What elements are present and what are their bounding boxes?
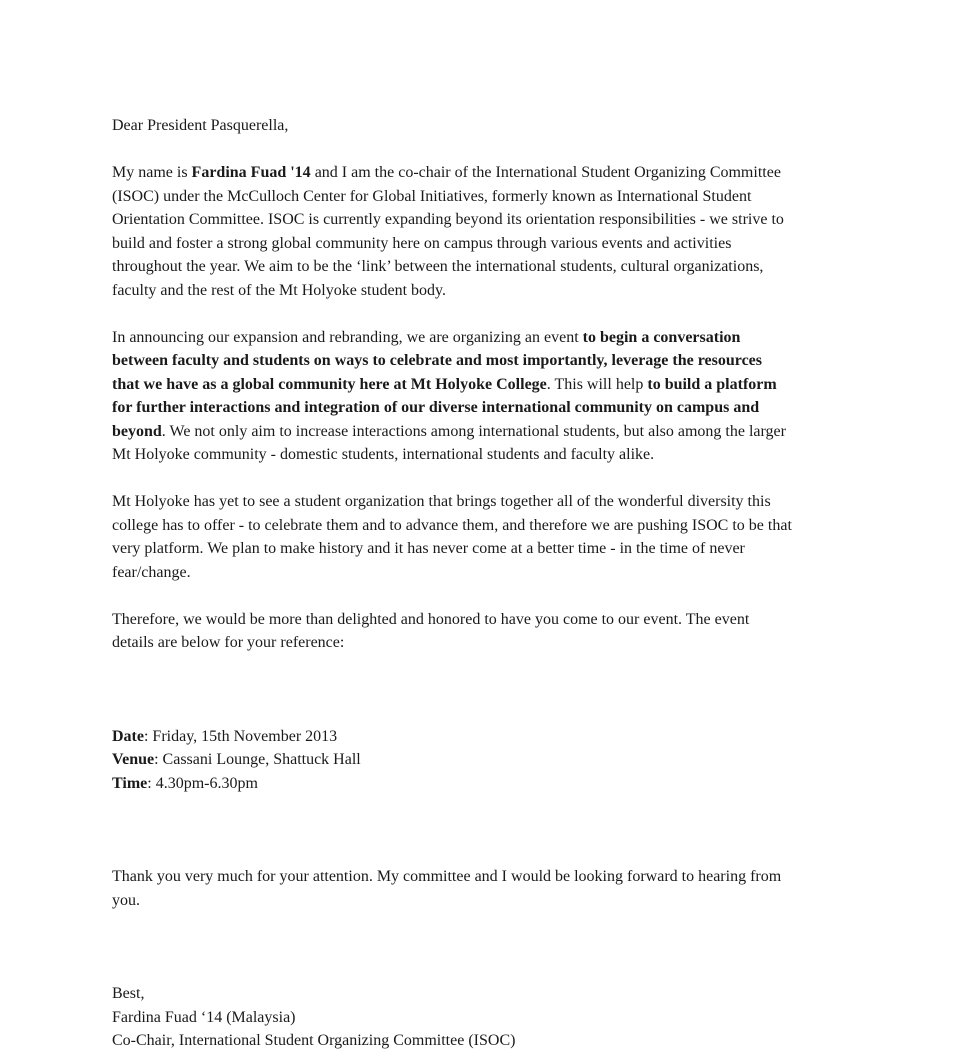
spacer [112, 584, 872, 608]
announcement-bold: to begin a conversation [582, 328, 741, 346]
intro-line-3: Orientation Committee. ISOC is currently expanding beyond its orientation responsibilities - we strive to [112, 211, 784, 228]
spacer [112, 655, 872, 725]
diversity-line-4: fear/change. [112, 563, 191, 581]
event-time-label: Time [112, 774, 148, 792]
diversity-paragraph [112, 490, 872, 584]
intro-line-6: faculty and the rest of the Mt Holyoke student body. [112, 281, 446, 299]
announcement-paragraph [112, 326, 872, 467]
closing-paragraph [112, 865, 872, 912]
intro-line-5: throughout the year. We aim to be the ‘link’ between the international students, cultural organizations, [112, 258, 764, 275]
signature-block [112, 982, 872, 1053]
salutation-text: Dear President Pasquerella, [112, 117, 289, 134]
event-details [112, 725, 872, 796]
intro-text: My name is [112, 164, 192, 181]
intro-line-4: build and foster a strong global community here on campus through various events and activities [112, 234, 732, 252]
announcement-line-2: between faculty and students on ways to celebrate and most importantly, leverage the resources [112, 352, 763, 369]
announcement-line-1 [112, 326, 872, 350]
announcement-text: . We not only aim to increase interactions among international students, but also among the larger [161, 422, 786, 440]
announcement-line-5 [112, 420, 872, 444]
spacer [112, 795, 872, 865]
letter-page [112, 114, 872, 1053]
event-venue [112, 748, 872, 772]
announcement-bold: that we have as a global community here at Mt Holyoke College [112, 375, 547, 393]
announcement-line-3 [112, 373, 872, 397]
spacer [112, 912, 872, 982]
signature-title: Co-Chair, International Student Organizing Committee (ISOC) [112, 1032, 516, 1049]
event-date-value: : Friday, 15th November 2013 [143, 727, 338, 745]
diversity-line-2: college has to offer - to celebrate them and to advance them, and therefore we are pushing ISOC to be that [112, 516, 792, 534]
closing-line-1: Thank you very much for your attention. My committee and I would be looking forward to hearing from [112, 868, 782, 885]
event-date [112, 725, 872, 749]
announcement-line-4: for further interactions and integration of our diverse international community on campus and [112, 399, 760, 416]
announcement-bold: to build a platform [647, 375, 777, 393]
event-venue-value: : Cassani Lounge, Shattuck Hall [154, 751, 361, 768]
event-date-label: Date [112, 727, 144, 745]
event-time [112, 772, 872, 796]
event-venue-label: Venue [112, 751, 155, 768]
announcement-line-6: Mt Holyoke community - domestic students, international students and faculty alike. [112, 446, 655, 463]
signature-name: Fardina Fuad ‘14 (Malaysia) [112, 1008, 296, 1026]
announcement-text: . This will help [546, 375, 648, 393]
intro-line-1 [112, 161, 872, 185]
spacer [112, 302, 872, 326]
announcement-text: In announcing our expansion and rebranding, we are organizing an event [112, 328, 583, 346]
invitation-line-2: details are below for your reference: [112, 634, 345, 651]
spacer [112, 467, 872, 491]
intro-line-2: (ISOC) under the McCulloch Center for Global Initiatives, formerly known as International Student [112, 187, 752, 205]
event-time-value: : 4.30pm-6.30pm [147, 774, 258, 792]
sign-off: Best, [112, 985, 145, 1002]
spacer [112, 138, 872, 162]
diversity-line-3: very platform. We plan to make history and it has never come at a better time - in the time of never [112, 540, 745, 557]
closing-line-2: you. [112, 891, 140, 909]
intro-paragraph [112, 161, 872, 302]
invitation-paragraph [112, 608, 872, 655]
diversity-line-1: Mt Holyoke has yet to see a student organization that brings together all of the wonderful diversity this [112, 493, 771, 510]
intro-text: and I am the co-chair of the International Student Organizing Committee [310, 164, 781, 181]
announcement-bold: beyond [112, 422, 162, 440]
invitation-line-1: Therefore, we would be more than delighted and honored to have you come to our event. The event [112, 610, 750, 628]
salutation [112, 114, 872, 138]
author-name-bold: Fardina Fuad '14 [191, 164, 311, 181]
